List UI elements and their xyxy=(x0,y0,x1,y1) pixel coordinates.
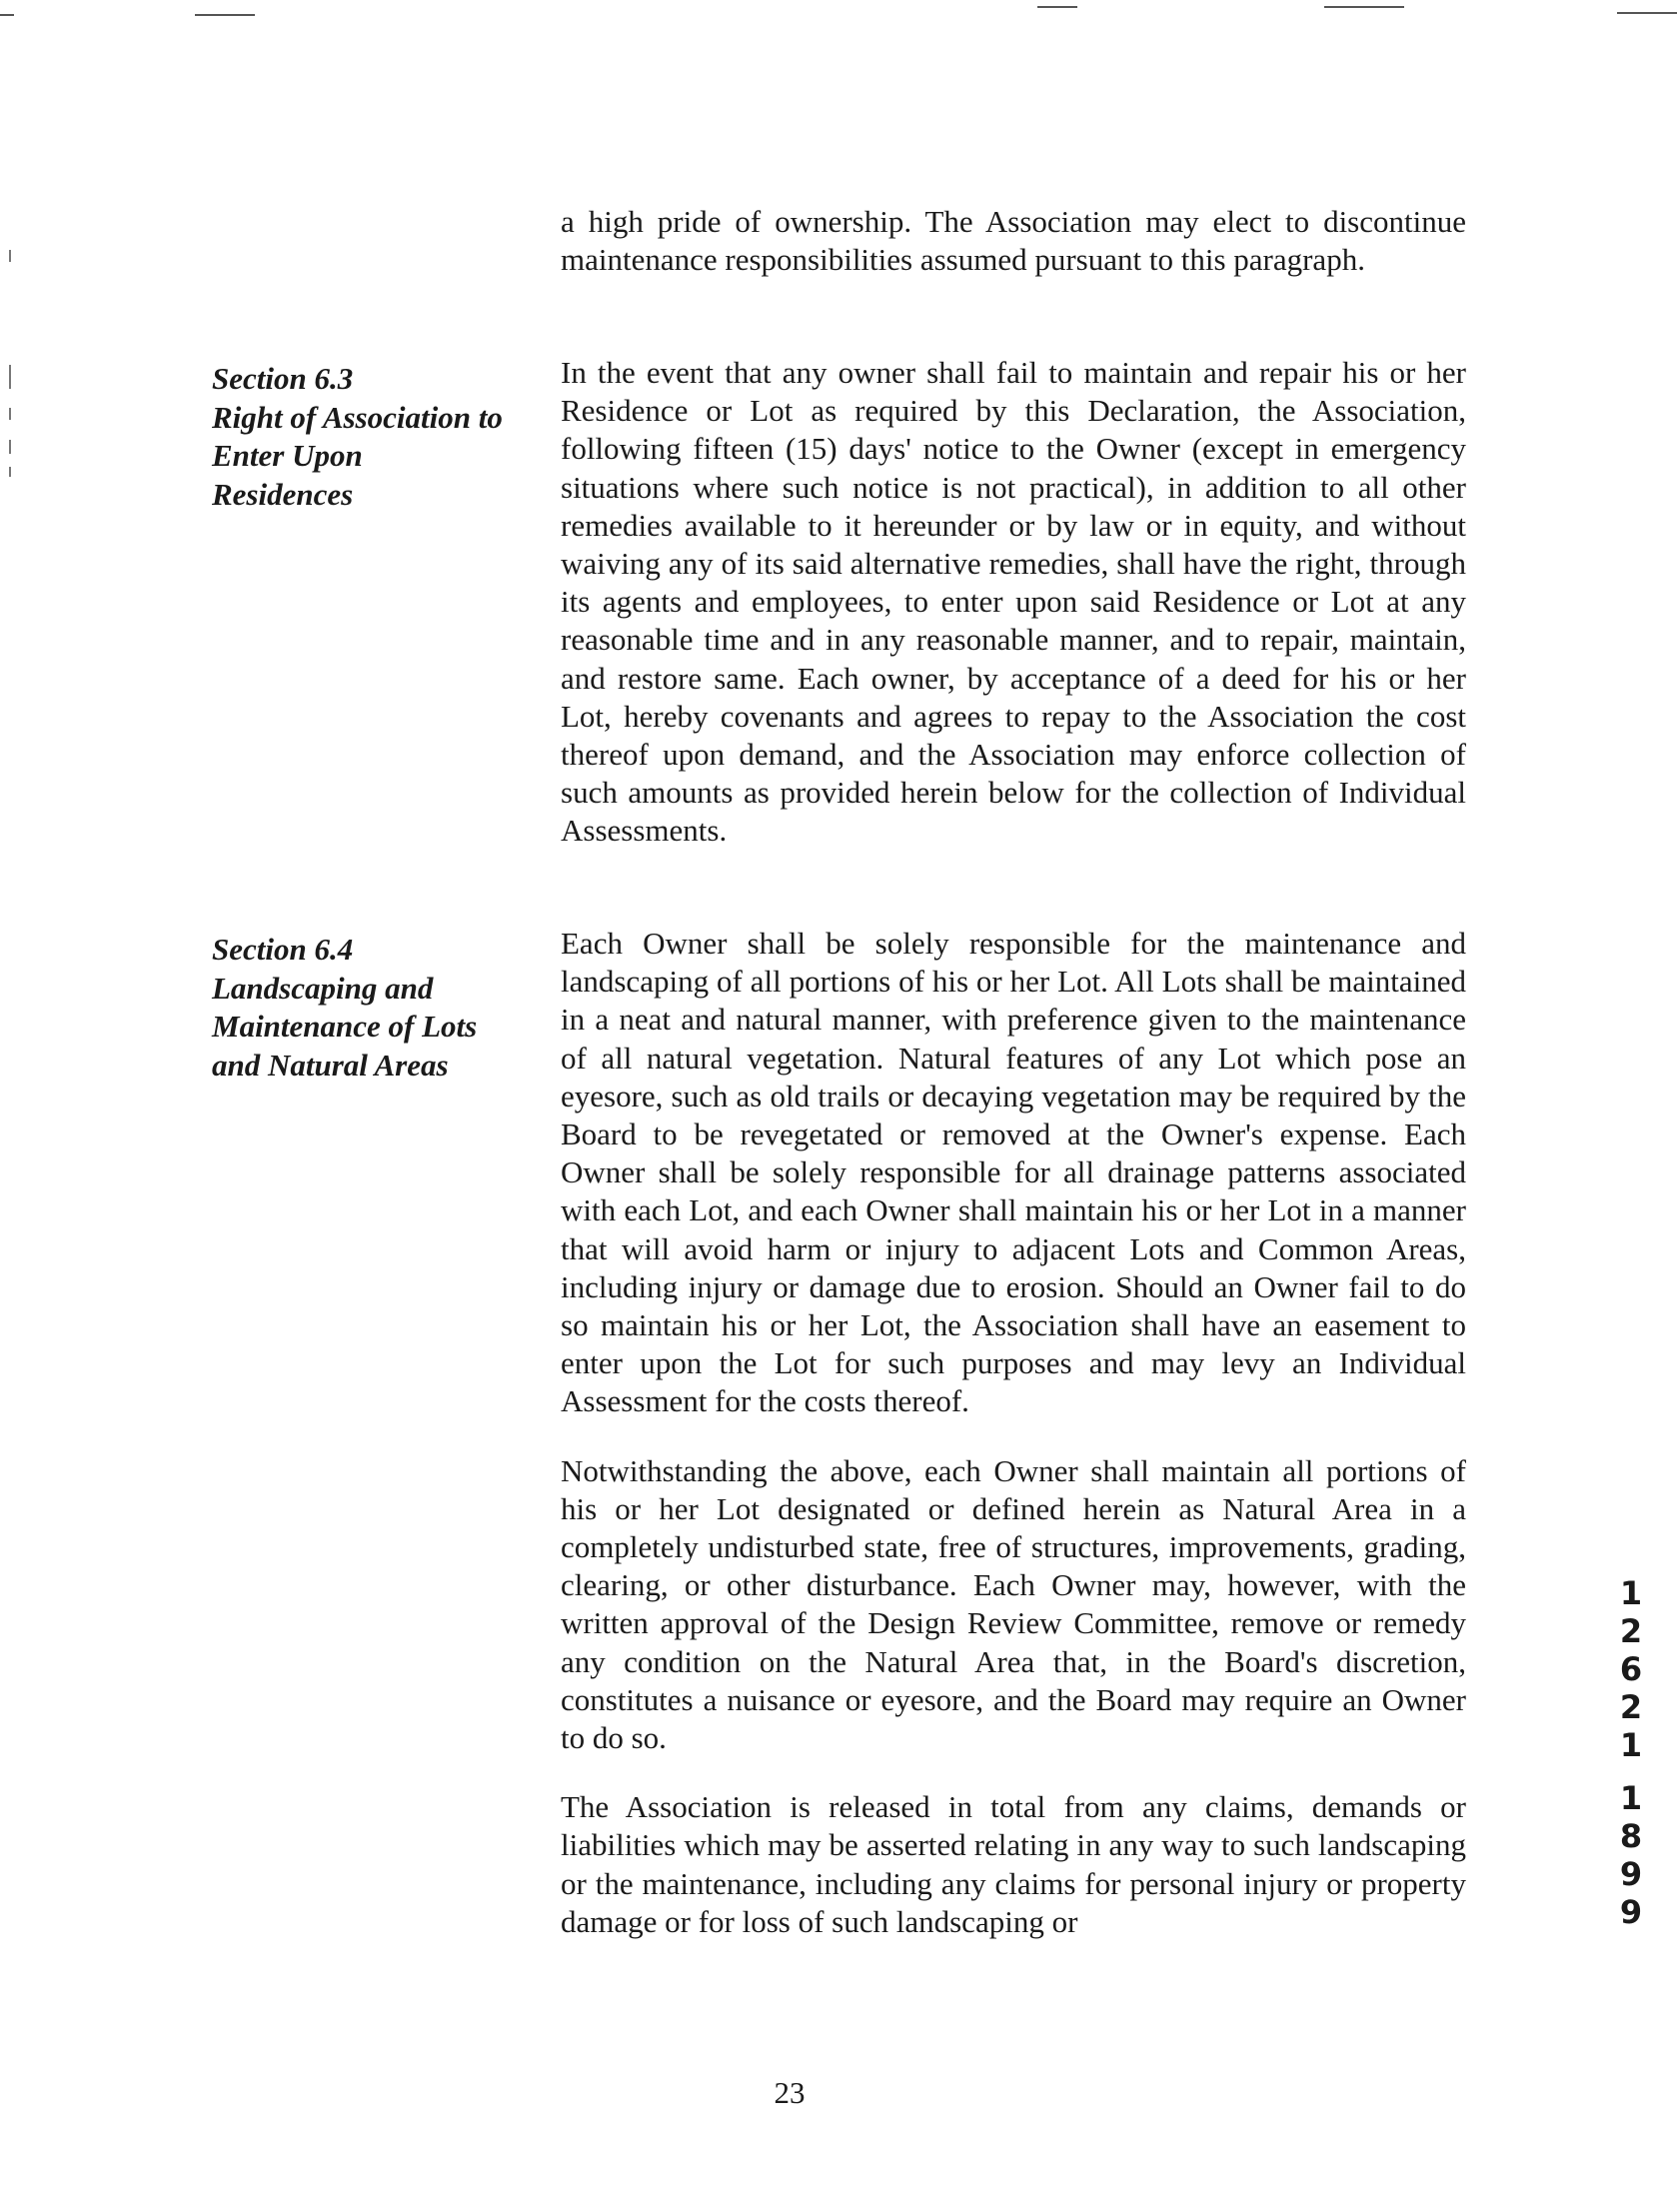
body-paragraph: Notwithstanding the above, each Owner shall maintain all portions of his or her Lot designated or defined herein as Natural Area in a completely undisturbed state, free of structures, improvements, grading, clearing, or other disturbance. Each Owner may, however, with the written approval of the Design Review Committee, remove or remedy any condition on the Natural Area that, in the Board's discretion, constitutes a nuisance or eyesore, and the Board may require an Owner to do so. xyxy=(561,1452,1466,1756)
heading-line: Right of Association to xyxy=(212,399,503,435)
scan-line xyxy=(195,14,255,16)
page-number: 23 xyxy=(774,2075,806,2110)
heading-line: Section 6.4 xyxy=(212,932,354,967)
heading-line: Maintenance of Lots xyxy=(212,1009,478,1044)
stamp-digit: 6 xyxy=(1619,1650,1643,1688)
stamp-digit: 8 xyxy=(1619,1817,1643,1855)
scan-tick xyxy=(9,467,11,477)
heading-line: and Natural Areas xyxy=(212,1047,449,1083)
heading-line: Landscaping and xyxy=(212,970,434,1006)
intro-paragraph: a high pride of ownership. The Association may elect to discontinue maintenance responsibilities assumed pursuant to this paragraph. xyxy=(561,204,1466,277)
section-body xyxy=(561,354,1466,882)
stamp-digit: 2 xyxy=(1619,1612,1643,1650)
scan-tick xyxy=(9,250,11,262)
margin-stamp xyxy=(1611,1779,1651,1931)
stamp-digit: 1 xyxy=(1619,1726,1643,1764)
body-paragraph: Each Owner shall be solely responsible for the maintenance and landscaping of all portions of his or her Lot. All Lots shall be maintained in a neat and natural manner, with preference given to the maintenance of all natural vegetation. Natural features of any Lot which pose an eyesore, such as old trails or decaying vegetation may be required by the Board to be revegetated or removed at the Owner's expense. Each Owner shall be solely responsible for all drainage patterns associated with each Lot, and each Owner shall maintain his or her Lot in a manner that will avoid harm or injury to adjacent Lots and Common Areas, including injury or damage due to erosion. Should an Owner fail to do so maintain his or her Lot, the Association shall have an easement to enter upon the Lot for such purposes and may levy an Individual Assessment for the costs thereof. xyxy=(561,926,1466,1419)
section-body xyxy=(561,925,1466,1972)
scan-tick xyxy=(9,365,11,389)
scan-line xyxy=(1324,6,1404,8)
scan-line xyxy=(1617,12,1677,14)
stamp-digit: 9 xyxy=(1619,1855,1643,1893)
scan-line xyxy=(0,14,14,16)
heading-line: Enter Upon xyxy=(212,438,363,473)
scan-tick xyxy=(9,408,11,420)
stamp-digit: 9 xyxy=(1619,1893,1643,1931)
section-heading xyxy=(212,360,542,514)
body-paragraph: The Association is released in total from any claims, demands or liabilities which may be asserted relating in any way to such landscaping or the maintenance, including any claims for personal injury or property damage or for loss of such landscaping or xyxy=(561,1789,1466,1939)
margin-stamp xyxy=(1611,1574,1651,1764)
heading-line: Residences xyxy=(212,476,354,512)
scan-line xyxy=(1037,6,1077,8)
section-heading xyxy=(212,931,542,1085)
scan-tick xyxy=(9,440,11,454)
stamp-digit: 2 xyxy=(1619,1688,1643,1726)
stamp-digit: 1 xyxy=(1619,1574,1643,1612)
heading-line: Section 6.3 xyxy=(212,361,354,396)
stamp-digit: 1 xyxy=(1619,1779,1643,1817)
body-paragraph: In the event that any owner shall fail to maintain and repair his or her Residence or Lot as required by this Declaration, the Association, following fifteen (15) days' notice to the Owner (except in emergency situations where such notice is not practical), in addition to all other remedies available to it hereunder or by law or in equity, and without waiving any of its said alternative remedies, shall have the right, through its agents and employees, to enter upon said Residence or Lot at any reasonable time and in any reasonable manner, and to repair, maintain, and restore same. Each owner, by acceptance of a deed for his or her Lot, hereby covenants and agrees to repay to the Association the cost thereof upon demand, and the Association may enforce collection of such amounts as provided herein below for the collection of Individual Assessments. xyxy=(561,355,1466,849)
